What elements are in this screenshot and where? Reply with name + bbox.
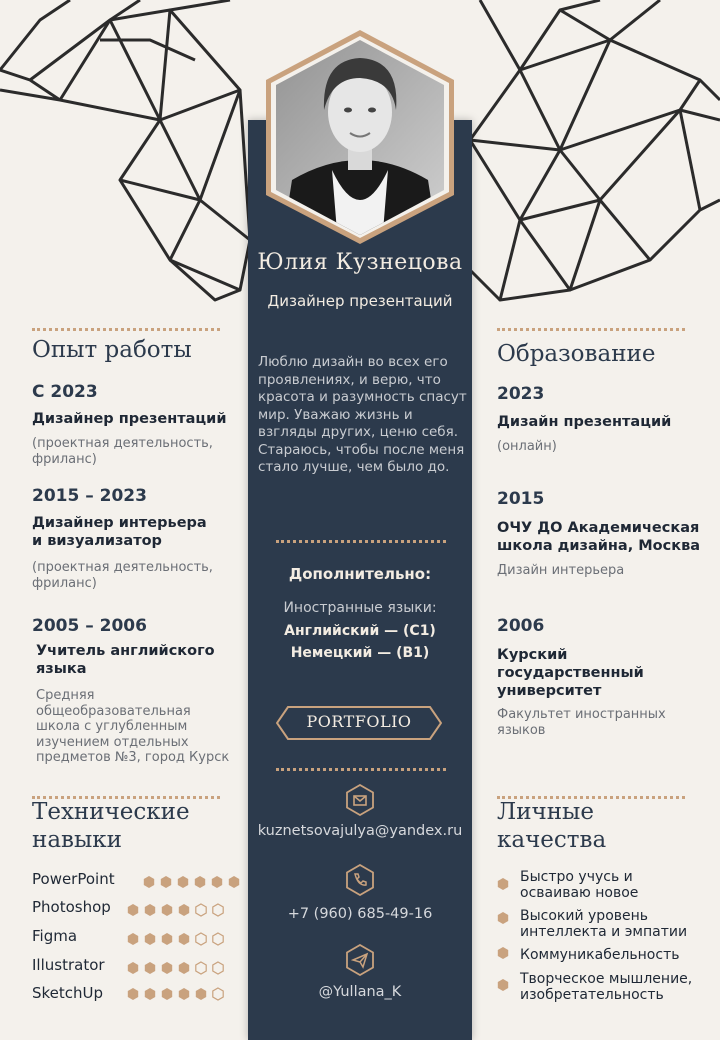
skill-hexagon-filled: [179, 933, 189, 945]
education-program: Дизайн презентаций: [497, 414, 672, 430]
experience-position: Дизайнер презентаций: [32, 411, 227, 427]
qualities-title: Личные качества: [497, 799, 607, 853]
skill-hexagon-filled: [128, 904, 138, 916]
skill-level: [126, 931, 228, 945]
paper-plane-icon: [344, 944, 376, 976]
experience-year: С 2023: [32, 382, 98, 402]
skill-level-hexagons: [126, 961, 228, 975]
skill-hexagon-empty: [196, 904, 206, 916]
skill-hexagon-filled: [179, 962, 189, 974]
education-program: Курский государственный университет: [497, 647, 644, 699]
skill-hexagon-filled: [162, 904, 172, 916]
experience-position: Дизайнер интерьера и визуализатор: [32, 515, 207, 549]
profile-role: Дизайнер презентаций: [267, 292, 453, 310]
education-title: Образование: [497, 341, 656, 367]
skill-name: Illustrator: [32, 956, 105, 974]
skill-hexagon-empty: [196, 962, 206, 974]
skill-hexagon-filled: [145, 904, 155, 916]
skill-hexagon-empty: [196, 933, 206, 945]
experience-note: (проектная деятельность, фриланс): [32, 560, 213, 591]
telegram-link[interactable]: @Yullana_K: [318, 984, 402, 1000]
skill-hexagon-filled: [145, 933, 155, 945]
education-note: Факультет иностранных языков: [497, 707, 666, 738]
divider: [497, 328, 685, 331]
skill-hexagon-filled: [144, 876, 154, 888]
language-item: Немецкий — (B1): [290, 645, 430, 661]
education-note: (онлайн): [497, 439, 557, 454]
experience-title: Опыт работы: [32, 337, 192, 363]
hexagon-bullet-icon: [497, 878, 509, 890]
hexagon-bullet-icon: [497, 979, 509, 991]
experience-note: Средняя общеобразовательная школа с углубленным изучением отдельных предметов №3, город Курск: [36, 688, 230, 765]
skill-name: Photoshop: [32, 898, 111, 916]
education-year: 2015: [497, 489, 545, 509]
skill-hexagon-filled: [162, 988, 172, 1000]
skills-title: Технические навыки: [32, 799, 190, 853]
skill-hexagon-empty: [213, 933, 223, 945]
divider: [276, 768, 446, 771]
skill-name: Figma: [32, 927, 78, 945]
quality-item: Творческое мышление, изобретательность: [520, 971, 693, 1003]
skill-hexagon-filled: [212, 876, 222, 888]
experience-position: Учитель английского языка: [36, 643, 215, 677]
skill-level-hexagons: [126, 903, 228, 917]
skill-hexagon-filled: [178, 876, 188, 888]
quality-item: Быстро учусь и осваиваю новое: [520, 869, 639, 901]
divider: [32, 328, 220, 331]
skill-hexagon-empty: [213, 962, 223, 974]
education-program: ОЧУ ДО Академическая школа дизайна, Москва: [497, 520, 701, 554]
skill-level-hexagons: [126, 987, 228, 1001]
experience-year: 2005 – 2006: [32, 616, 147, 636]
about-text: Люблю дизайн во всех его проявлениях, и верю, что красота и разумность спасут мир. Уважаю жизнь и взгляды других, ценю себя. Стараюсь, чтобы после меня стало лучше, чем было до.: [258, 354, 467, 475]
education-year: 2006: [497, 616, 545, 636]
experience-note: (проектная деятельность, фриланс): [32, 436, 213, 467]
skill-name: PowerPoint: [32, 870, 115, 888]
extra-title: Дополнительно:: [288, 565, 432, 583]
skill-hexagon-filled: [196, 988, 206, 1000]
hexagon-bullet-icon: [497, 947, 509, 959]
skill-hexagon-filled: [128, 988, 138, 1000]
skill-hexagon-filled: [162, 962, 172, 974]
skill-level: [126, 902, 228, 916]
email-link[interactable]: kuznetsovajulya@yandex.ru: [257, 823, 463, 839]
languages-label: Иностранные языки:: [283, 600, 437, 616]
skill-hexagon-empty: [213, 988, 223, 1000]
skill-hexagon-filled: [229, 876, 239, 888]
hexagon-bullet-icon: [497, 912, 509, 924]
skill-hexagon-empty: [213, 904, 223, 916]
skill-level: [142, 874, 244, 888]
divider: [276, 540, 446, 543]
profile-name: Юлия Кузнецова: [257, 250, 463, 275]
experience-year: 2015 – 2023: [32, 486, 147, 506]
skill-name: SketchUp: [32, 984, 104, 1002]
skill-hexagon-filled: [145, 988, 155, 1000]
skill-level-hexagons: [142, 875, 244, 889]
skill-level: [126, 960, 228, 974]
skill-hexagon-filled: [179, 904, 189, 916]
skill-hexagon-filled: [128, 962, 138, 974]
education-note: Дизайн интерьера: [497, 563, 625, 578]
quality-item: Высокий уровень интеллекта и эмпатии: [520, 908, 688, 940]
language-item: Английский — (C1): [284, 623, 436, 639]
skill-hexagon-filled: [145, 962, 155, 974]
portfolio-button[interactable]: PORTFOLIO: [306, 712, 412, 731]
skill-level-hexagons: [126, 932, 228, 946]
skill-hexagon-filled: [162, 933, 172, 945]
phone-link[interactable]: +7 (960) 685-49-16: [287, 906, 433, 922]
skill-hexagon-filled: [195, 876, 205, 888]
skill-level: [126, 986, 228, 1000]
quality-item: Коммуникабельность: [520, 947, 680, 963]
education-year: 2023: [497, 384, 545, 404]
skill-hexagon-filled: [128, 933, 138, 945]
phone-icon: [344, 864, 376, 896]
skill-hexagon-filled: [179, 988, 189, 1000]
profile-photo: [262, 30, 458, 244]
envelope-icon: [344, 784, 376, 816]
skill-hexagon-filled: [161, 876, 171, 888]
